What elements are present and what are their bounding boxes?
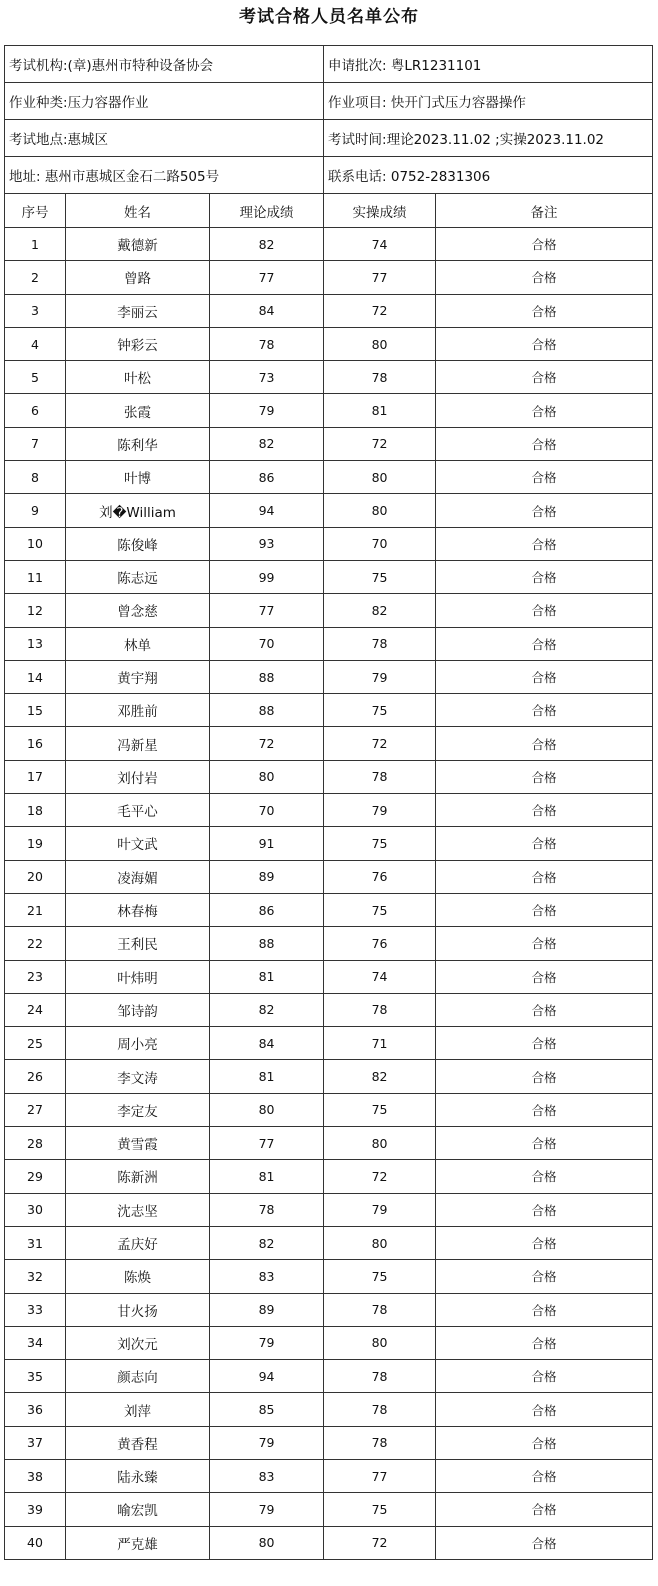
job-type: 作业种类:压力容器作业	[5, 83, 324, 120]
cell-index: 3	[5, 294, 66, 327]
table-row	[5, 893, 653, 926]
cell-theory-score: 70	[210, 794, 324, 827]
cell-index: 17	[5, 760, 66, 793]
exam-location: 考试地点:惠城区	[5, 120, 324, 157]
table-row	[5, 427, 653, 460]
cell-index: 5	[5, 361, 66, 394]
table-row	[5, 1093, 653, 1126]
cell-name: 叶炜明	[66, 960, 210, 993]
cell-index: 11	[5, 560, 66, 593]
cell-theory-score: 81	[210, 960, 324, 993]
cell-theory-score: 94	[210, 1360, 324, 1393]
info-row	[5, 157, 653, 194]
cell-name: 陈利华	[66, 427, 210, 460]
cell-practice-score: 78	[324, 627, 436, 660]
cell-name: 张霞	[66, 394, 210, 427]
table-row	[5, 1293, 653, 1326]
cell-practice-score: 82	[324, 594, 436, 627]
cell-remark: 合格	[436, 1493, 653, 1526]
cell-practice-score: 74	[324, 960, 436, 993]
cell-remark: 合格	[436, 394, 653, 427]
cell-name: 邓胜前	[66, 694, 210, 727]
cell-practice-score: 77	[324, 261, 436, 294]
cell-theory-score: 94	[210, 494, 324, 527]
cell-name: 陈新洲	[66, 1160, 210, 1193]
cell-name: 刘次元	[66, 1326, 210, 1359]
cell-practice-score: 78	[324, 993, 436, 1026]
cell-index: 21	[5, 893, 66, 926]
cell-theory-score: 88	[210, 660, 324, 693]
cell-index: 29	[5, 1160, 66, 1193]
table-row	[5, 1526, 653, 1559]
cell-index: 8	[5, 461, 66, 494]
cell-practice-score: 82	[324, 1060, 436, 1093]
cell-theory-score: 82	[210, 228, 324, 261]
contact-phone: 联系电话: 0752-2831306	[324, 157, 653, 194]
cell-index: 35	[5, 1360, 66, 1393]
cell-index: 23	[5, 960, 66, 993]
cell-index: 19	[5, 827, 66, 860]
table-row	[5, 361, 653, 394]
cell-name: 邹诗韵	[66, 993, 210, 1026]
table-row	[5, 394, 653, 427]
cell-remark: 合格	[436, 261, 653, 294]
table-row	[5, 261, 653, 294]
cell-remark: 合格	[436, 960, 653, 993]
cell-remark: 合格	[436, 1060, 653, 1093]
table-row	[5, 294, 653, 327]
cell-index: 12	[5, 594, 66, 627]
apply-batch: 申请批次: 粤LR1231101	[324, 46, 653, 83]
cell-remark: 合格	[436, 727, 653, 760]
column-header-name: 姓名	[66, 194, 210, 228]
cell-theory-score: 79	[210, 1493, 324, 1526]
cell-index: 40	[5, 1526, 66, 1559]
cell-name: 叶博	[66, 461, 210, 494]
cell-remark: 合格	[436, 660, 653, 693]
cell-index: 14	[5, 660, 66, 693]
cell-remark: 合格	[436, 1326, 653, 1359]
cell-practice-score: 80	[324, 1326, 436, 1359]
cell-index: 32	[5, 1260, 66, 1293]
exam-time: 考试时间:理论2023.11.02 ;实操2023.11.02	[324, 120, 653, 157]
table-row	[5, 993, 653, 1026]
cell-index: 26	[5, 1060, 66, 1093]
table-row	[5, 1160, 653, 1193]
cell-name: 周小亮	[66, 1027, 210, 1060]
cell-theory-score: 79	[210, 394, 324, 427]
cell-index: 2	[5, 261, 66, 294]
cell-remark: 合格	[436, 1360, 653, 1393]
cell-practice-score: 77	[324, 1459, 436, 1492]
cell-remark: 合格	[436, 694, 653, 727]
cell-index: 7	[5, 427, 66, 460]
table-row	[5, 727, 653, 760]
cell-theory-score: 78	[210, 1193, 324, 1226]
cell-remark: 合格	[436, 1193, 653, 1226]
cell-practice-score: 79	[324, 660, 436, 693]
table-row	[5, 228, 653, 261]
table-row	[5, 1326, 653, 1359]
info-row	[5, 46, 653, 83]
cell-remark: 合格	[436, 627, 653, 660]
cell-remark: 合格	[436, 527, 653, 560]
cell-practice-score: 75	[324, 827, 436, 860]
cell-remark: 合格	[436, 893, 653, 926]
cell-theory-score: 81	[210, 1060, 324, 1093]
cell-theory-score: 86	[210, 461, 324, 494]
cell-index: 37	[5, 1426, 66, 1459]
cell-theory-score: 70	[210, 627, 324, 660]
cell-name: 戴德新	[66, 228, 210, 261]
cell-theory-score: 80	[210, 1093, 324, 1126]
cell-remark: 合格	[436, 993, 653, 1026]
cell-remark: 合格	[436, 1526, 653, 1559]
table-row	[5, 927, 653, 960]
cell-theory-score: 83	[210, 1459, 324, 1492]
table-row	[5, 760, 653, 793]
cell-theory-score: 72	[210, 727, 324, 760]
cell-name: 李丽云	[66, 294, 210, 327]
cell-theory-score: 80	[210, 1526, 324, 1559]
page-title: 考试合格人员名单公布	[239, 7, 419, 27]
exam-org: 考试机构:(章)惠州市特种设备协会	[5, 46, 324, 83]
cell-remark: 合格	[436, 1393, 653, 1426]
cell-remark: 合格	[436, 860, 653, 893]
cell-theory-score: 91	[210, 827, 324, 860]
cell-theory-score: 80	[210, 760, 324, 793]
cell-index: 6	[5, 394, 66, 427]
cell-name: 李文涛	[66, 1060, 210, 1093]
cell-index: 36	[5, 1393, 66, 1426]
cell-theory-score: 85	[210, 1393, 324, 1426]
cell-theory-score: 77	[210, 594, 324, 627]
cell-practice-score: 75	[324, 893, 436, 926]
address: 地址: 惠州市惠城区金石二路505号	[5, 157, 324, 194]
column-header-theory: 理论成绩	[210, 194, 324, 228]
cell-remark: 合格	[436, 927, 653, 960]
info-row	[5, 120, 653, 157]
cell-name: 严克雄	[66, 1526, 210, 1559]
cell-practice-score: 75	[324, 560, 436, 593]
table-row	[5, 1493, 653, 1526]
cell-practice-score: 72	[324, 294, 436, 327]
cell-name: 钟彩云	[66, 327, 210, 360]
cell-theory-score: 99	[210, 560, 324, 593]
table-row	[5, 627, 653, 660]
table-row	[5, 960, 653, 993]
cell-index: 4	[5, 327, 66, 360]
cell-practice-score: 81	[324, 394, 436, 427]
cell-theory-score: 77	[210, 261, 324, 294]
cell-index: 15	[5, 694, 66, 727]
cell-remark: 合格	[436, 228, 653, 261]
cell-name: 叶文武	[66, 827, 210, 860]
cell-theory-score: 79	[210, 1426, 324, 1459]
cell-index: 16	[5, 727, 66, 760]
table-row	[5, 660, 653, 693]
cell-theory-score: 88	[210, 927, 324, 960]
cell-practice-score: 75	[324, 694, 436, 727]
cell-remark: 合格	[436, 1027, 653, 1060]
cell-remark: 合格	[436, 361, 653, 394]
cell-remark: 合格	[436, 327, 653, 360]
cell-remark: 合格	[436, 760, 653, 793]
cell-practice-score: 80	[324, 1226, 436, 1259]
cell-practice-score: 75	[324, 1493, 436, 1526]
table-row	[5, 1193, 653, 1226]
cell-theory-score: 89	[210, 1293, 324, 1326]
cell-name: 曾路	[66, 261, 210, 294]
cell-practice-score: 75	[324, 1093, 436, 1126]
table-row	[5, 1459, 653, 1492]
cell-index: 1	[5, 228, 66, 261]
cell-practice-score: 80	[324, 1127, 436, 1160]
cell-practice-score: 71	[324, 1027, 436, 1060]
cell-practice-score: 79	[324, 1193, 436, 1226]
cell-index: 24	[5, 993, 66, 1026]
cell-name: 曾念慈	[66, 594, 210, 627]
cell-practice-score: 72	[324, 427, 436, 460]
column-header-remark: 备注	[436, 194, 653, 228]
cell-index: 9	[5, 494, 66, 527]
cell-practice-score: 79	[324, 794, 436, 827]
cell-remark: 合格	[436, 1093, 653, 1126]
cell-name: 毛平心	[66, 794, 210, 827]
table-row	[5, 860, 653, 893]
cell-remark: 合格	[436, 1160, 653, 1193]
cell-remark: 合格	[436, 1260, 653, 1293]
column-header-practice: 实操成绩	[324, 194, 436, 228]
cell-practice-score: 76	[324, 927, 436, 960]
cell-remark: 合格	[436, 294, 653, 327]
cell-theory-score: 89	[210, 860, 324, 893]
cell-practice-score: 76	[324, 860, 436, 893]
cell-remark: 合格	[436, 794, 653, 827]
cell-practice-score: 78	[324, 760, 436, 793]
cell-index: 38	[5, 1459, 66, 1492]
cell-index: 13	[5, 627, 66, 660]
cell-remark: 合格	[436, 827, 653, 860]
cell-practice-score: 70	[324, 527, 436, 560]
cell-index: 30	[5, 1193, 66, 1226]
cell-theory-score: 93	[210, 527, 324, 560]
table-row	[5, 694, 653, 727]
table-row	[5, 1260, 653, 1293]
cell-index: 22	[5, 927, 66, 960]
cell-remark: 合格	[436, 1226, 653, 1259]
table-row	[5, 1393, 653, 1426]
cell-index: 25	[5, 1027, 66, 1060]
cell-practice-score: 72	[324, 1160, 436, 1193]
cell-index: 31	[5, 1226, 66, 1259]
cell-theory-score: 83	[210, 1260, 324, 1293]
cell-theory-score: 81	[210, 1160, 324, 1193]
cell-name: 李定友	[66, 1093, 210, 1126]
table-row	[5, 827, 653, 860]
cell-name: 叶松	[66, 361, 210, 394]
cell-practice-score: 80	[324, 494, 436, 527]
table-row	[5, 1226, 653, 1259]
cell-remark: 合格	[436, 1459, 653, 1492]
cell-name: 黄宇翔	[66, 660, 210, 693]
cell-name: 林单	[66, 627, 210, 660]
cell-practice-score: 78	[324, 1293, 436, 1326]
cell-remark: 合格	[436, 427, 653, 460]
cell-theory-score: 84	[210, 1027, 324, 1060]
cell-theory-score: 82	[210, 1226, 324, 1259]
cell-remark: 合格	[436, 560, 653, 593]
cell-index: 18	[5, 794, 66, 827]
table-row	[5, 594, 653, 627]
cell-name: 刘萍	[66, 1393, 210, 1426]
table-row	[5, 1060, 653, 1093]
cell-theory-score: 73	[210, 361, 324, 394]
cell-name: 喻宏凯	[66, 1493, 210, 1526]
cell-practice-score: 78	[324, 1360, 436, 1393]
cell-remark: 合格	[436, 1426, 653, 1459]
table-row	[5, 560, 653, 593]
cell-name: 陈俊峰	[66, 527, 210, 560]
cell-practice-score: 72	[324, 1526, 436, 1559]
cell-name: 陈焕	[66, 1260, 210, 1293]
cell-theory-score: 82	[210, 427, 324, 460]
cell-theory-score: 88	[210, 694, 324, 727]
cell-name: 冯新星	[66, 727, 210, 760]
cell-name: 颜志向	[66, 1360, 210, 1393]
table-row	[5, 1426, 653, 1459]
cell-theory-score: 77	[210, 1127, 324, 1160]
cell-name: 刘付岩	[66, 760, 210, 793]
table-row	[5, 327, 653, 360]
cell-theory-score: 82	[210, 993, 324, 1026]
table-row	[5, 461, 653, 494]
cell-name: 陈志远	[66, 560, 210, 593]
cell-name: 林春梅	[66, 893, 210, 926]
cell-index: 33	[5, 1293, 66, 1326]
cell-theory-score: 79	[210, 1326, 324, 1359]
cell-remark: 合格	[436, 594, 653, 627]
info-row	[5, 83, 653, 120]
table-row	[5, 527, 653, 560]
job-item: 作业项目: 快开门式压力容器操作	[324, 83, 653, 120]
cell-practice-score: 80	[324, 327, 436, 360]
table-header-row	[5, 194, 653, 228]
cell-index: 34	[5, 1326, 66, 1359]
table-row	[5, 1127, 653, 1160]
cell-index: 10	[5, 527, 66, 560]
cell-practice-score: 78	[324, 1426, 436, 1459]
cell-name: 黄雪霞	[66, 1127, 210, 1160]
results-table	[4, 45, 653, 1560]
cell-name: 凌海媚	[66, 860, 210, 893]
cell-name: 陆永臻	[66, 1459, 210, 1492]
cell-theory-score: 86	[210, 893, 324, 926]
cell-practice-score: 72	[324, 727, 436, 760]
table-row	[5, 794, 653, 827]
cell-name: 孟庆好	[66, 1226, 210, 1259]
cell-practice-score: 78	[324, 361, 436, 394]
cell-index: 20	[5, 860, 66, 893]
table-row	[5, 1360, 653, 1393]
cell-name: 沈志坚	[66, 1193, 210, 1226]
cell-practice-score: 78	[324, 1393, 436, 1426]
cell-theory-score: 84	[210, 294, 324, 327]
cell-theory-score: 78	[210, 327, 324, 360]
cell-remark: 合格	[436, 1127, 653, 1160]
cell-remark: 合格	[436, 494, 653, 527]
cell-index: 27	[5, 1093, 66, 1126]
column-header-index: 序号	[5, 194, 66, 228]
cell-name: 甘火扬	[66, 1293, 210, 1326]
cell-practice-score: 75	[324, 1260, 436, 1293]
cell-remark: 合格	[436, 461, 653, 494]
cell-index: 28	[5, 1127, 66, 1160]
cell-practice-score: 80	[324, 461, 436, 494]
cell-name: 黄香程	[66, 1426, 210, 1459]
cell-name: 刘�William	[66, 494, 210, 527]
cell-name: 王利民	[66, 927, 210, 960]
cell-remark: 合格	[436, 1293, 653, 1326]
cell-practice-score: 74	[324, 228, 436, 261]
cell-index: 39	[5, 1493, 66, 1526]
table-row	[5, 494, 653, 527]
table-row	[5, 1027, 653, 1060]
